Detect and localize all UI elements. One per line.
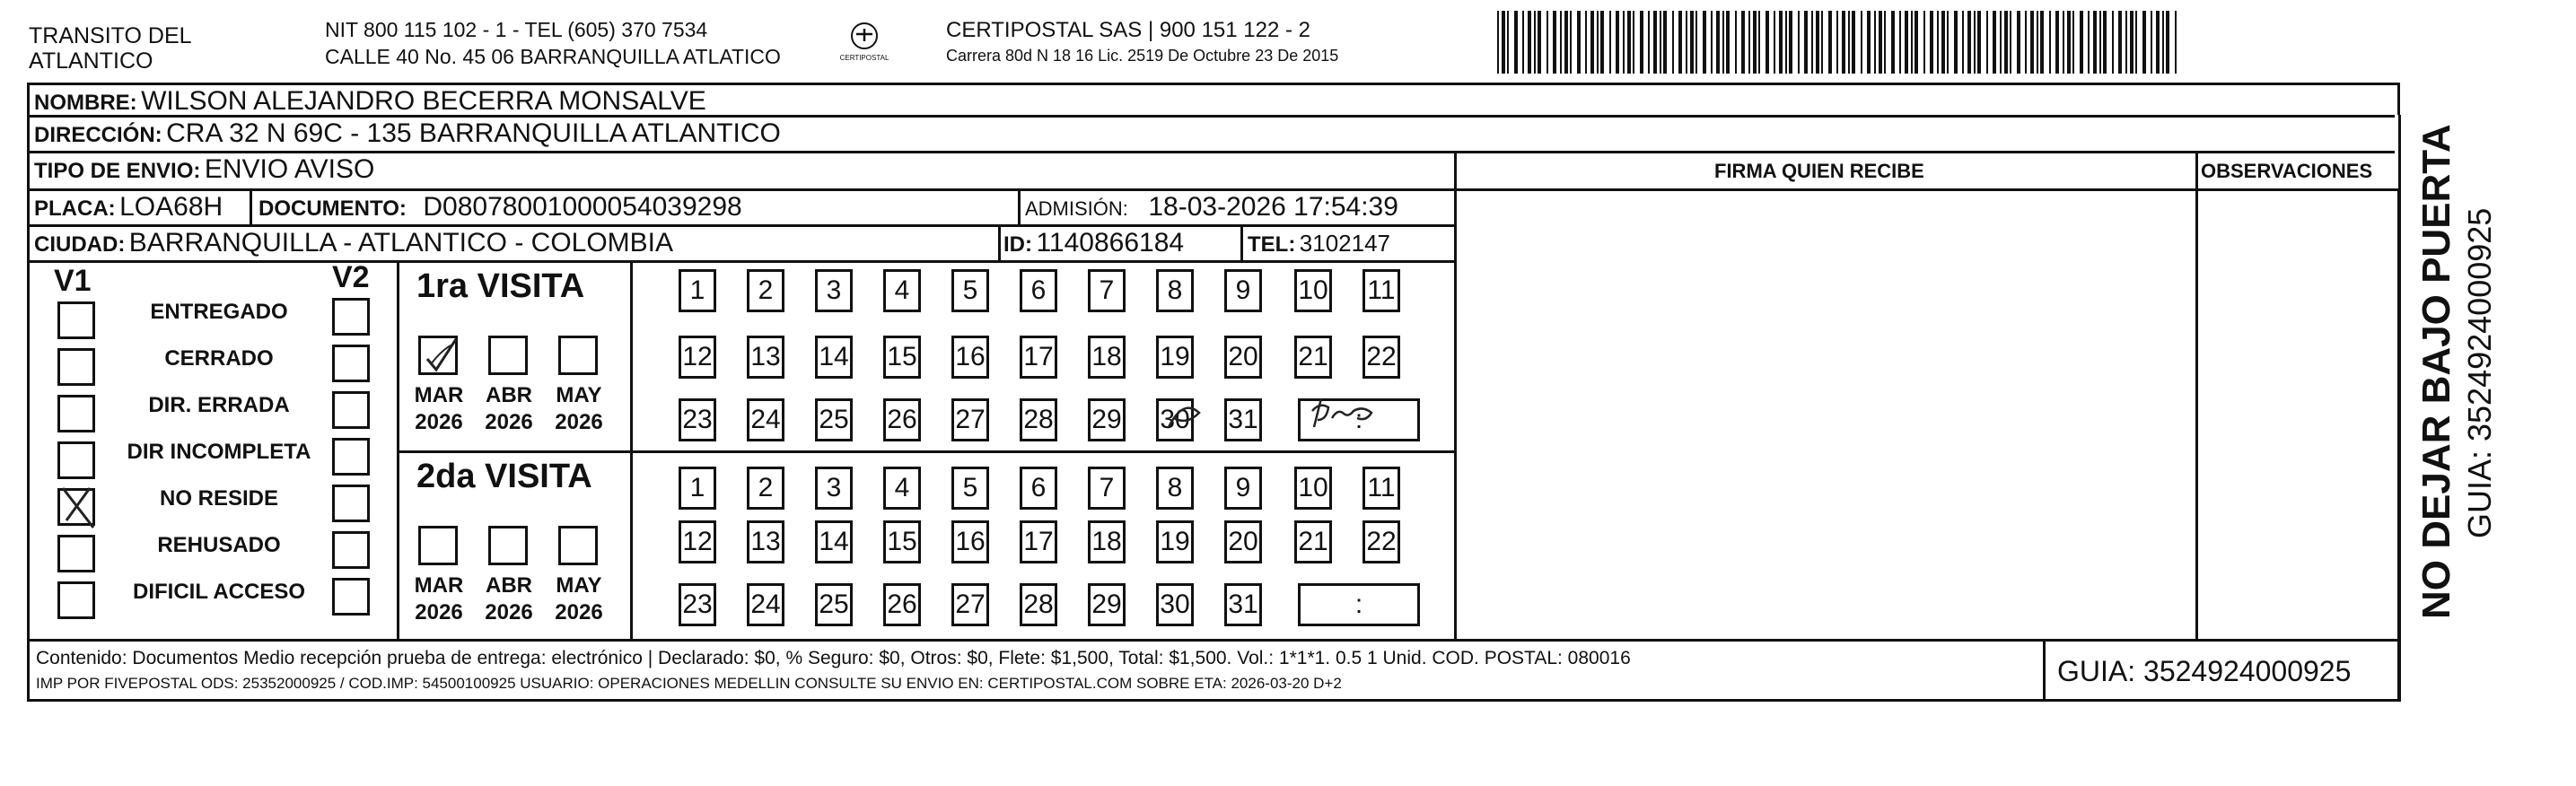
v2-checkbox[interactable] (332, 578, 370, 616)
v2-label: V2 (332, 260, 370, 294)
barcode-bar (1726, 11, 1730, 74)
check-mark-mar (420, 334, 465, 379)
day-box[interactable]: 20 (1224, 520, 1262, 563)
day-box[interactable]: 5 (951, 269, 989, 312)
barcode-bar (1789, 11, 1792, 74)
day-box[interactable]: 9 (1224, 467, 1262, 510)
barcode-bar (1678, 11, 1682, 74)
direccion-field: DIRECCIÓN: CRA 32 N 69C - 135 BARRANQUILLA ATLANTICO (34, 118, 781, 148)
day-box[interactable]: 3 (815, 269, 853, 312)
day-box[interactable]: 5 (951, 467, 989, 510)
status-option-label: DIR. ERRADA (148, 393, 290, 417)
time-box[interactable]: : (1298, 398, 1420, 441)
time-box[interactable]: : (1298, 583, 1420, 626)
barcode-bar (2010, 11, 2011, 74)
barcode-bar (1884, 11, 1886, 74)
barcode-bar (1879, 11, 1882, 74)
barcode-bar (1716, 11, 1720, 74)
barcode-bar (2030, 11, 2034, 74)
barcode-bar (1502, 11, 1505, 74)
barcode-bar (1993, 11, 1996, 74)
v2-checkbox[interactable] (332, 485, 370, 522)
barcode-bar (1616, 11, 1619, 74)
day-box[interactable]: 30 (1156, 583, 1194, 626)
day-box[interactable]: 27 (951, 583, 989, 626)
day-box[interactable]: 7 (1088, 269, 1126, 312)
day-box[interactable]: 27 (951, 398, 989, 441)
day-box[interactable]: 16 (951, 336, 989, 379)
handwritten-time (1309, 393, 1384, 436)
barcode-bar (1597, 11, 1599, 74)
barcode-bar (2063, 11, 2064, 74)
day-box[interactable]: 31 (1224, 583, 1262, 626)
id-field: ID: 1140866184 (1003, 228, 1185, 258)
barcode-bar (1852, 11, 1855, 74)
barcode-bar (2162, 11, 2164, 74)
day-box[interactable]: 24 (747, 398, 784, 441)
day-box[interactable]: 1 (679, 467, 716, 510)
admision-field: ADMISIÓN: 18-03-2026 17:54:39 (1025, 192, 1398, 222)
side-warning: NO DEJAR BAJO PUERTA (2414, 124, 2458, 619)
day-box[interactable]: 10 (1294, 467, 1332, 510)
barcode-bar (1748, 11, 1750, 74)
barcode-bar (1986, 11, 1988, 74)
barcode-bar (2055, 11, 2059, 74)
month-label: MAR 2026 (414, 383, 464, 434)
barcode-bar (1937, 11, 1939, 74)
day-box[interactable]: 19 (1156, 520, 1194, 563)
day-box[interactable]: 30 (1156, 398, 1194, 441)
first-visit-title: 1ra VISITA (416, 267, 585, 305)
day-box[interactable]: 10 (1294, 269, 1332, 312)
barcode-bar (2135, 11, 2137, 74)
status-option-label: ENTREGADO (150, 300, 288, 324)
guia-number-box: GUIA: 3524924000925 (2057, 655, 2352, 687)
day-box[interactable]: 14 (815, 520, 853, 563)
day-box[interactable]: 6 (1020, 269, 1057, 312)
barcode-bar (1804, 11, 1808, 74)
barcode-bar (1711, 11, 1713, 74)
side-guia: GUIA: 3524924000925 (2461, 207, 2498, 538)
day-box[interactable]: 16 (951, 520, 989, 563)
day-box[interactable]: 22 (1362, 520, 1400, 563)
month-checkbox[interactable] (558, 526, 598, 565)
barcode-bar (1753, 11, 1757, 74)
contenido-line: Contenido: Documentos Medio recepción prueba de entrega: electrónico | Declarado: $0, % Seguro: $0, Otros: $0, Flete: $1,500, Total: $1,500. Vol.: 1*1*1. 0.5 1 Unid. COD. POSTAL: 080016 (36, 648, 1631, 668)
month-checkbox[interactable] (418, 526, 458, 565)
barcode-bar (1798, 11, 1800, 74)
barcode-bar (1914, 11, 1918, 74)
status-option-label: REHUSADO (157, 533, 281, 557)
observaciones-label: OBSERVACIONES (2201, 160, 2373, 182)
day-box[interactable]: 2 (747, 467, 784, 510)
barcode-bar (1867, 11, 1871, 74)
barcode-bar (1538, 11, 1541, 74)
day-box[interactable]: 15 (883, 336, 921, 379)
month-checkbox[interactable] (488, 526, 528, 565)
status-option-label: DIR INCOMPLETA (127, 440, 311, 464)
tipo-envio-field: TIPO DE ENVIO: ENVIO AVISO (34, 154, 375, 184)
barcode-bar (1560, 11, 1562, 74)
barcode-bar (2004, 11, 2008, 74)
day-box[interactable]: 6 (1020, 467, 1057, 510)
barcode-bar (2088, 11, 2090, 74)
status-option-label: NO RESIDE (159, 486, 279, 511)
day-box[interactable]: 13 (747, 336, 784, 379)
day-box[interactable]: 4 (883, 467, 921, 510)
placa-field: PLACA: LOA68H (34, 192, 223, 222)
barcode-bar (1653, 11, 1657, 74)
barcode-bar (2072, 11, 2074, 74)
barcode-bar (2151, 11, 2152, 74)
barcode-bar (1546, 11, 1548, 74)
v1-checkbox[interactable] (57, 301, 95, 339)
barcode-bar (1905, 11, 1908, 74)
sender-address: CALLE 40 No. 45 06 BARRANQUILLA ATLATICO (325, 45, 781, 68)
mark-day-30 (1165, 395, 1206, 436)
barcode-bar (1660, 11, 1661, 74)
barcode-bar (1528, 11, 1531, 74)
day-box[interactable]: 23 (679, 398, 716, 441)
day-box[interactable]: 4 (883, 269, 921, 312)
barcode-bar (1600, 11, 1604, 74)
day-box[interactable]: 9 (1224, 269, 1262, 312)
barcode-bar (2025, 11, 2027, 74)
barcode-bar (1633, 11, 1634, 74)
barcode-bar (2166, 11, 2169, 74)
barcode-bar (2080, 11, 2083, 74)
barcode-bar (1811, 11, 1813, 74)
day-box[interactable]: 13 (747, 520, 784, 563)
license-line: Carrera 80d N 18 16 Lic. 2519 De Octubre 23 De 2015 (946, 47, 1339, 65)
barcode-bar (1974, 11, 1976, 74)
barcode-bar (1590, 11, 1594, 74)
barcode-bar (2000, 11, 2002, 74)
barcode-bar (1861, 11, 1862, 74)
barcode-bar (1785, 11, 1787, 74)
day-box[interactable]: 23 (679, 583, 716, 626)
day-box[interactable]: 26 (883, 583, 921, 626)
month-label: MAY 2026 (555, 383, 603, 434)
day-box[interactable]: 8 (1156, 269, 1194, 312)
day-box[interactable]: 7 (1088, 467, 1126, 510)
barcode-bar (1923, 11, 1925, 74)
barcode-bar (2049, 11, 2051, 74)
day-box[interactable]: 29 (1088, 583, 1126, 626)
day-box[interactable]: 12 (679, 336, 716, 379)
ciudad-field: CIUDAD: BARRANQUILLA - ATLANTICO - COLOMBIA (34, 228, 674, 258)
day-box[interactable]: 20 (1224, 336, 1262, 379)
barcode (1497, 11, 2179, 74)
day-box[interactable]: 25 (815, 398, 853, 441)
barcode-bar (1585, 11, 1587, 74)
day-box[interactable]: 26 (883, 398, 921, 441)
barcode-bar (1570, 11, 1572, 74)
certipostal-logo: CERTIPOSTAL (833, 18, 896, 72)
second-visit-title: 2da VISITA (416, 458, 592, 495)
month-checkbox[interactable] (558, 336, 598, 375)
barcode-bar (1977, 11, 1981, 74)
v2-checkbox[interactable] (332, 345, 370, 382)
barcode-bar (1507, 11, 1509, 74)
nit-line: NIT 800 115 102 - 1 - TEL (605) 370 7534 (325, 18, 708, 41)
day-box[interactable]: 15 (883, 520, 921, 563)
v2-checkbox[interactable] (332, 531, 370, 569)
month-label: ABR 2026 (485, 383, 533, 434)
barcode-bar (2118, 11, 2122, 74)
barcode-bar (1816, 11, 1819, 74)
barcode-bar (1522, 11, 1524, 74)
barcode-bar (2156, 11, 2160, 74)
day-box[interactable]: 12 (679, 520, 716, 563)
day-box[interactable]: 8 (1156, 467, 1194, 510)
day-box[interactable]: 2 (747, 269, 784, 312)
barcode-bar (1735, 11, 1737, 74)
barcode-bar (1962, 11, 1964, 74)
barcode-bar (2067, 11, 2071, 74)
barcode-bar (1640, 11, 1643, 74)
barcode-bar (1609, 11, 1611, 74)
barcode-bar (2175, 11, 2177, 74)
day-box[interactable]: 19 (1156, 336, 1194, 379)
barcode-bar (2040, 11, 2044, 74)
barcode-bar (1947, 11, 1949, 74)
day-box[interactable]: 21 (1294, 520, 1332, 563)
barcode-bar (2130, 11, 2134, 74)
sender-name: TRANSITO DEL ATLANTICO (29, 23, 192, 74)
company-line: CERTIPOSTAL SAS | 900 151 122 - 2 (946, 18, 1310, 42)
month-label: MAY 2026 (555, 573, 603, 624)
barcode-bar (1553, 11, 1556, 74)
barcode-bar (1828, 11, 1832, 74)
status-option-label: DIFICIL ACCESO (132, 580, 305, 604)
v1-checkbox[interactable] (57, 581, 95, 619)
barcode-bar (2093, 11, 2097, 74)
barcode-bar (1779, 11, 1783, 74)
day-box[interactable]: 11 (1362, 467, 1400, 510)
barcode-bar (1842, 11, 1845, 74)
day-box[interactable]: 25 (815, 583, 853, 626)
nombre-field: NOMBRE: WILSON ALEJANDRO BECERRA MONSALVE (34, 86, 706, 116)
barcode-bar (1741, 11, 1745, 74)
barcode-bar (2103, 11, 2107, 74)
barcode-bar (1848, 11, 1850, 74)
v1-checkbox[interactable] (57, 348, 95, 386)
barcode-bar (1695, 11, 1697, 74)
barcode-bar (1821, 11, 1823, 74)
barcode-bar (1663, 11, 1667, 74)
barcode-bar (1534, 11, 1536, 74)
documento-field: DOCUMENTO: D08078001000054039298 (258, 192, 742, 222)
day-box[interactable]: 17 (1020, 520, 1057, 563)
barcode-bar (1967, 11, 1971, 74)
day-box[interactable]: 1 (679, 269, 716, 312)
barcode-bar (1514, 11, 1518, 74)
tel-field: TEL: 3102147 (1248, 230, 1391, 257)
barcode-bar (1686, 11, 1687, 74)
barcode-bar (1672, 11, 1674, 74)
day-box[interactable]: 28 (1020, 398, 1057, 441)
month-label: ABR 2026 (485, 573, 533, 624)
firma-label: FIRMA QUIEN RECIBE (1714, 160, 1924, 182)
barcode-bar (1930, 11, 1933, 74)
day-box[interactable]: 17 (1020, 336, 1057, 379)
barcode-bar (1758, 11, 1760, 74)
v2-checkbox[interactable] (332, 438, 370, 476)
barcode-bar (1766, 11, 1769, 74)
barcode-bar (1836, 11, 1838, 74)
barcode-bar (1874, 11, 1876, 74)
barcode-bar (1690, 11, 1694, 74)
cross-mark-no-reside (57, 485, 102, 533)
barcode-bar (1954, 11, 1958, 74)
barcode-bar (1564, 11, 1568, 74)
barcode-bar (1627, 11, 1631, 74)
month-label: MAR 2026 (414, 573, 464, 624)
barcode-bar (2112, 11, 2114, 74)
day-box[interactable]: 3 (815, 467, 853, 510)
day-box[interactable]: 18 (1088, 520, 1126, 563)
day-box[interactable]: 18 (1088, 336, 1126, 379)
day-box[interactable]: 31 (1224, 398, 1262, 441)
barcode-bar (2017, 11, 2020, 74)
day-box[interactable]: 22 (1362, 336, 1400, 379)
day-box[interactable]: 21 (1294, 336, 1332, 379)
v1-checkbox[interactable] (57, 441, 95, 479)
v1-label: V1 (54, 264, 92, 298)
barcode-bar (2125, 11, 2127, 74)
barcode-bar (1891, 11, 1895, 74)
barcode-bar (1623, 11, 1625, 74)
barcode-bar (1577, 11, 1581, 74)
day-box[interactable]: 24 (747, 583, 784, 626)
form-frame (27, 83, 2400, 702)
month-checkbox[interactable] (488, 336, 528, 375)
barcode-bar (2142, 11, 2146, 74)
barcode-bar (1497, 11, 1499, 74)
day-box[interactable]: 14 (815, 336, 853, 379)
v1-checkbox[interactable] (57, 395, 95, 432)
imp-line: IMP POR FIVEPOSTAL ODS: 25352000925 / COD.IMP: 54500100925 USUARIO: OPERACIONES MEDELLIN CONSULTE SU ENVIO EN: CERTIPOSTAL.COM SOBRE ETA: 2026-03-20 D+2 (36, 675, 1342, 692)
barcode-bar (1899, 11, 1901, 74)
barcode-bar (1722, 11, 1724, 74)
barcode-bar (1648, 11, 1650, 74)
v2-checkbox[interactable] (332, 298, 370, 336)
v2-checkbox[interactable] (332, 391, 370, 429)
barcode-bar (1703, 11, 1706, 74)
barcode-bar (1911, 11, 1913, 74)
v1-checkbox[interactable] (57, 535, 95, 572)
barcode-bar (1774, 11, 1775, 74)
status-option-label: CERRADO (164, 346, 274, 371)
day-box[interactable]: 11 (1362, 269, 1400, 312)
barcode-bar (1941, 11, 1945, 74)
barcode-bar (2099, 11, 2101, 74)
day-box[interactable]: 29 (1088, 398, 1126, 441)
day-box[interactable]: 28 (1020, 583, 1057, 626)
barcode-bar (2037, 11, 2038, 74)
